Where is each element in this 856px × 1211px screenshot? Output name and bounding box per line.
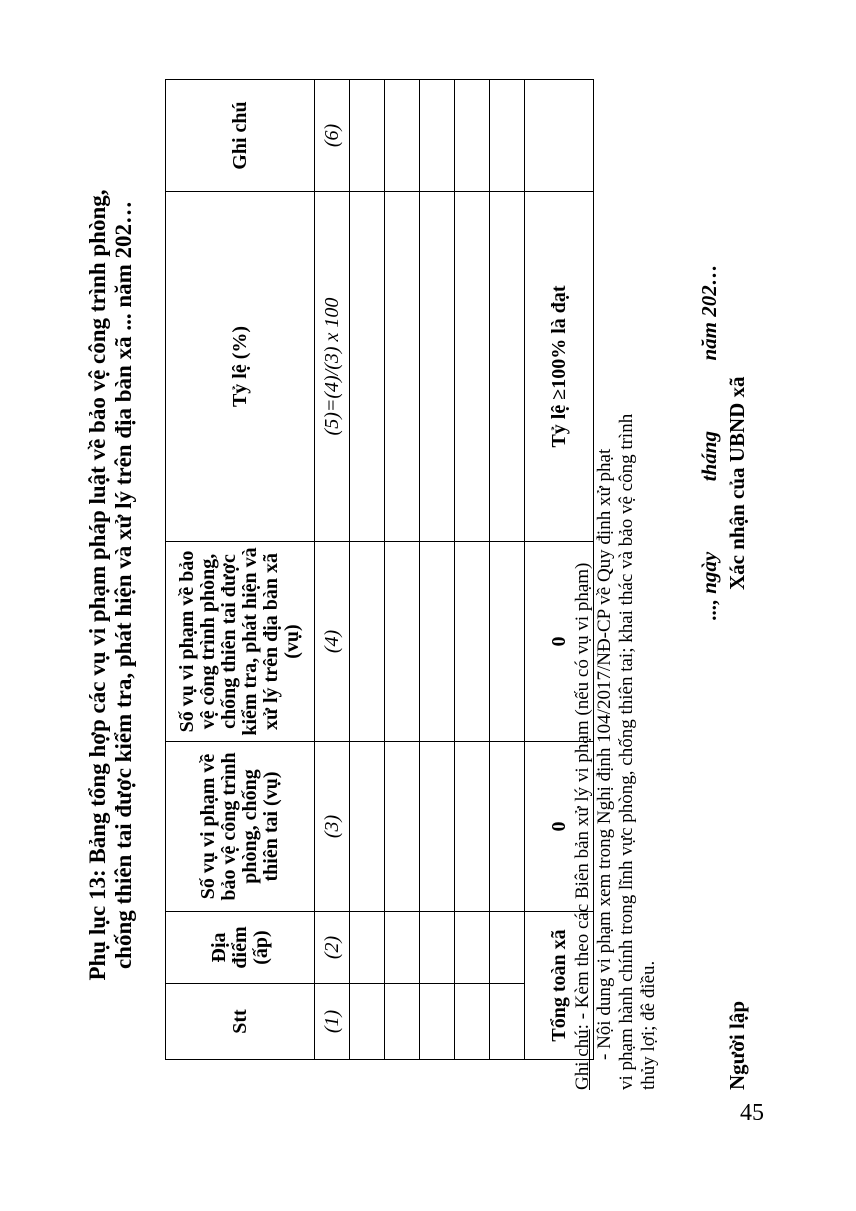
header-rate: Tỷ lệ (%) (166, 192, 315, 542)
title-line-1: Phụ lục 13: Bảng tổng hợp các vụ vi phạm pháp luật về bảo vệ công trình phòng, (85, 189, 110, 981)
table-cell (420, 984, 455, 1060)
table-cell (490, 742, 525, 912)
table-cell (455, 80, 490, 192)
table-cell (455, 742, 490, 912)
table-cell (455, 192, 490, 542)
table-cell (490, 192, 525, 542)
table-cell (385, 912, 420, 984)
index-cell: (2) (315, 912, 350, 984)
table-cell (420, 912, 455, 984)
table-cell (350, 742, 385, 912)
notes-section (572, 90, 660, 1090)
summary-table (165, 79, 594, 1060)
title-line-2: chống thiên tai được kiểm tra, phát hiện và xử lý trên địa bàn xã ... năm 202… (111, 200, 136, 970)
note-line-1 (572, 90, 594, 1090)
table-cell (350, 912, 385, 984)
note-line-4: thủy lợi; đê điều. (638, 960, 659, 1090)
header-row (166, 80, 315, 1060)
table-cell (385, 984, 420, 1060)
table-row (420, 80, 455, 1060)
header-violations: Số vụ vi phạm về bảo vệ công trình phòng, chống thiên tai (vụ) (166, 742, 315, 912)
table-cell (490, 80, 525, 192)
note-label: Ghi chú (572, 1029, 593, 1090)
index-cell: (5)=(4)/(3) x 100 (315, 192, 350, 542)
rotated-page-content (85, 80, 765, 1090)
table-cell (455, 912, 490, 984)
table-cell (385, 192, 420, 542)
table-cell (420, 742, 455, 912)
table-row (350, 80, 385, 1060)
header-note: Ghi chú (166, 80, 315, 192)
table-cell (350, 80, 385, 192)
date-line (697, 264, 722, 620)
table-cell (490, 912, 525, 984)
total-label: Tổng toàn xã (525, 912, 594, 1060)
table-cell (350, 984, 385, 1060)
header-location: Địa điểm (ấp) (166, 912, 315, 984)
table-cell (350, 542, 385, 742)
total-handled: 0 (525, 542, 594, 742)
table-row (385, 80, 420, 1060)
total-violations: 0 (525, 742, 594, 912)
index-cell: (1) (315, 984, 350, 1060)
table-cell (420, 192, 455, 542)
total-rate: Tỷ lệ ≥100% là đạt (525, 192, 594, 542)
date-month: tháng (697, 431, 721, 482)
table-cell (455, 984, 490, 1060)
table-cell (385, 80, 420, 192)
table-cell (455, 542, 490, 742)
table-cell (385, 742, 420, 912)
index-row (315, 80, 350, 1060)
date-prefix: ..., ngày (697, 551, 721, 620)
header-handled-violations: Số vụ vi phạm về bảo vệ công trình phòng, chống thiên tai được kiểm tra, phát hiện và xử lý trên địa bàn xã (vụ) (166, 542, 315, 742)
table-cell (350, 192, 385, 542)
table-row (490, 80, 525, 1060)
date-year: năm 202… (697, 264, 721, 361)
index-cell: (3) (315, 742, 350, 912)
page-number: 45 (740, 1100, 764, 1126)
header-stt: Stt (166, 984, 315, 1060)
note-line-2: - Nội dung vi phạm xem trong Nghị định 104/2017/NĐ-CP về Quy định xử phạt (594, 448, 615, 1060)
approver-label: Xác nhận của UBND xã (725, 376, 749, 590)
table-cell (420, 80, 455, 192)
table-row (455, 80, 490, 1060)
note-line-3: vi phạm hành chính trong lĩnh vực phòng, chống thiên tai; khai thác và bảo vệ công trình (616, 413, 637, 1090)
table-cell (490, 542, 525, 742)
index-cell: (4) (315, 542, 350, 742)
note-text-1: : - Kèm theo các Biên bản xử lý vi phạm (nếu có vụ vi phạm) (572, 562, 593, 1030)
page-title (85, 80, 137, 1090)
table-cell (385, 542, 420, 742)
index-cell: (6) (315, 80, 350, 192)
table-cell (490, 984, 525, 1060)
preparer-label: Người lập (725, 1001, 749, 1090)
table-cell (420, 542, 455, 742)
